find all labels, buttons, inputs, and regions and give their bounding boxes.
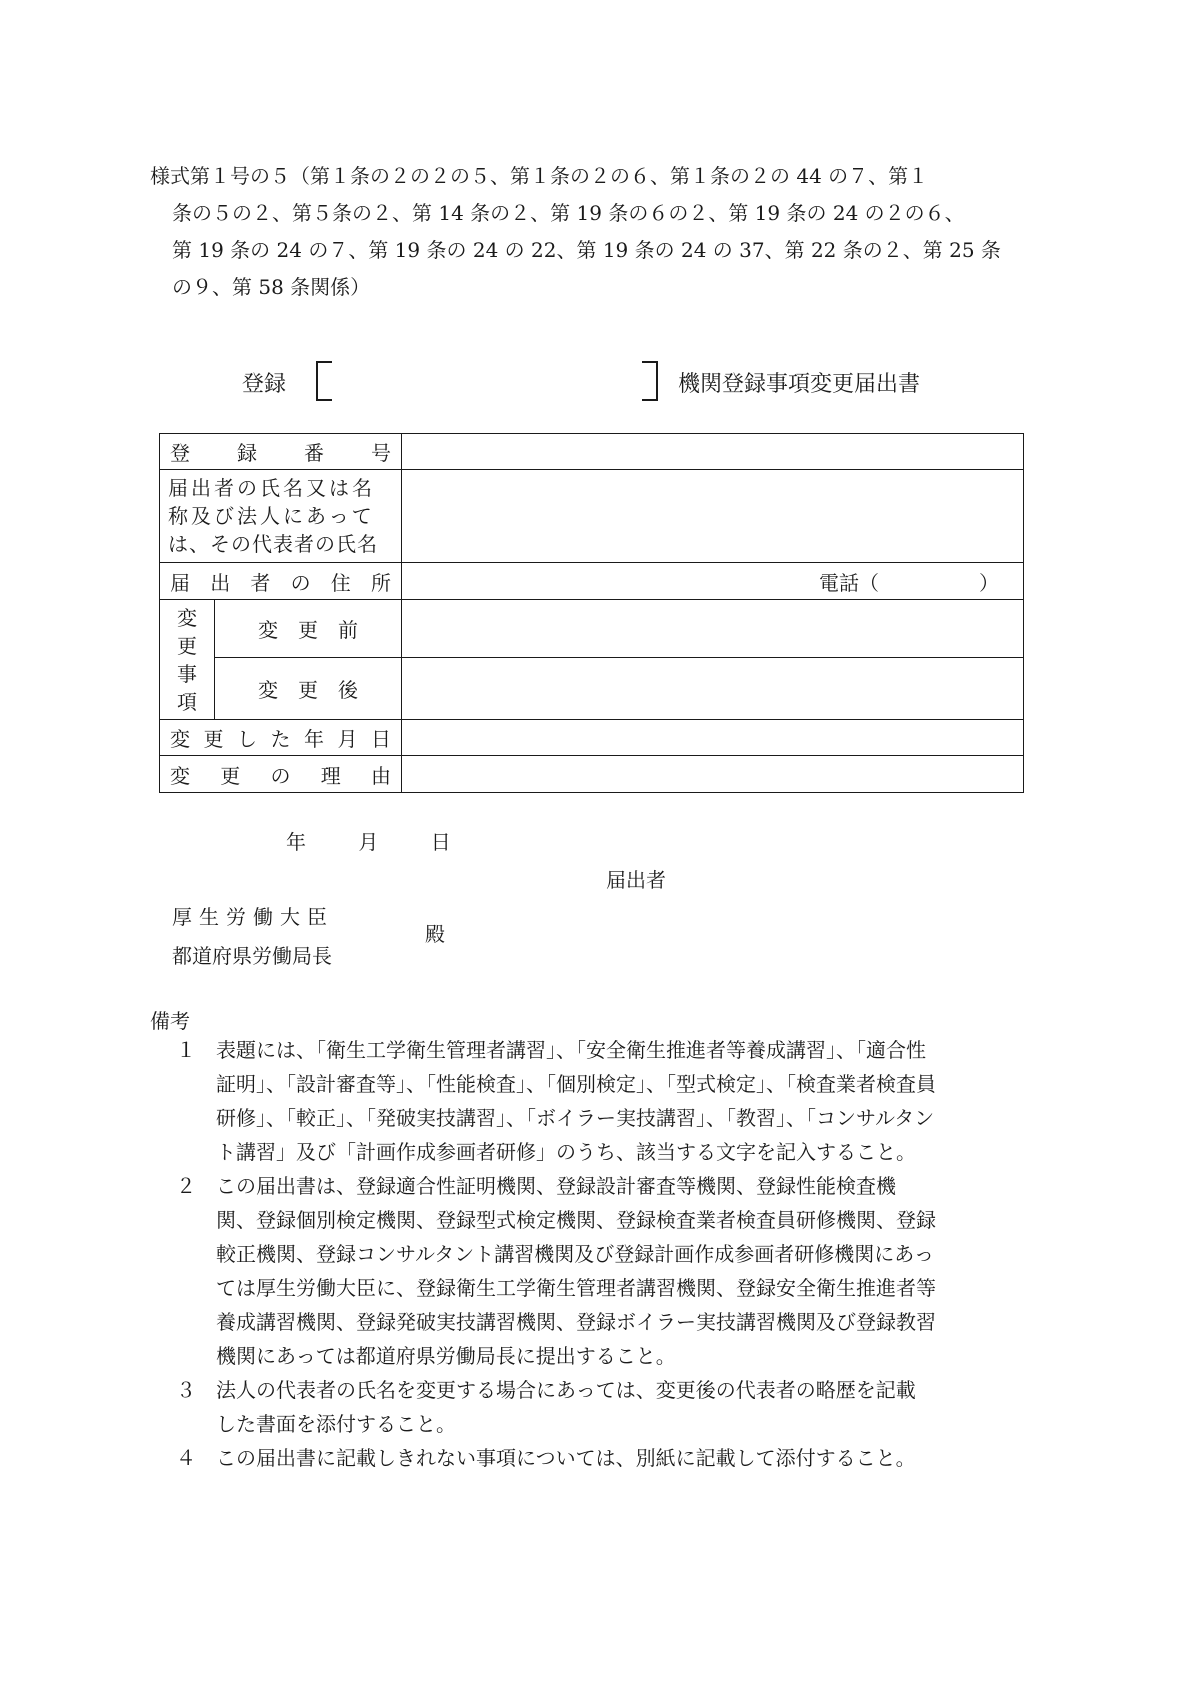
- label-char: 更: [298, 618, 318, 642]
- table-row: [160, 600, 1024, 658]
- label-char: 番: [304, 441, 324, 465]
- form-table: [159, 433, 1024, 793]
- label-char: 後: [338, 678, 358, 702]
- label-char: 変: [177, 605, 197, 630]
- recipient-honorific: 殿: [425, 922, 445, 946]
- label-char: 所: [370, 570, 391, 595]
- label-char: 更: [298, 678, 318, 702]
- note-item: [176, 1441, 1034, 1475]
- label-char: 届: [170, 570, 190, 595]
- note-line: 較正機関、登録コンサルタント講習機関及び登録計画作成参画者研修機関にあっ: [216, 1242, 934, 1266]
- change-reason-label: [160, 756, 402, 793]
- before-change-label: [215, 600, 402, 658]
- label-char: 理: [320, 763, 341, 788]
- label-line: は、その代表者の氏名: [168, 532, 378, 556]
- note-line: 機関にあっては都道府県労働局長に提出すること。: [216, 1344, 676, 1368]
- label-char: 変: [258, 618, 278, 642]
- table-row: [160, 756, 1024, 793]
- notes-list: [176, 1033, 1034, 1475]
- left-bracket: [316, 361, 332, 401]
- table-row: [160, 563, 1024, 600]
- label-char: 事: [177, 661, 197, 686]
- label-char: 号: [371, 441, 391, 465]
- recipient-minister: 厚生労働大臣: [172, 905, 334, 929]
- note-line: 表題には、「衛生工学衛生管理者講習」、「安全衛生推進者等養成講習」、「適合性: [216, 1038, 926, 1062]
- date-year: 年: [286, 830, 306, 854]
- note-line: した書面を添付すること。: [216, 1412, 456, 1436]
- header-line: 様式第１号の５（第１条の２の２の５、第１条の２の６、第１条の２の 44 の７、第１: [150, 164, 929, 188]
- header-line: 条の５の２、第５条の２、第 14 条の２、第 19 条の６の２、第 19 条の 24 の２の６、: [172, 201, 965, 225]
- after-change-field[interactable]: [402, 658, 1024, 720]
- label-char: 出: [210, 570, 231, 595]
- applicant-name-field[interactable]: [402, 470, 1024, 563]
- label-char: 変: [170, 727, 190, 751]
- table-row: [160, 434, 1024, 470]
- note-line: 関、登録個別検定機関、登録型式検定機関、登録検査業者検査員研修機関、登録: [216, 1208, 936, 1232]
- label-char: 変: [170, 763, 190, 788]
- note-line: 養成講習機関、登録発破実技講習機関、登録ボイラー実技講習機関及び登録教習: [216, 1310, 936, 1334]
- form-title: [150, 358, 1030, 402]
- label-char: 登: [170, 441, 190, 465]
- label-char: 更: [220, 763, 241, 788]
- change-reason-field[interactable]: [402, 756, 1024, 793]
- label-char: た: [270, 727, 291, 751]
- label-char: 変: [258, 678, 278, 702]
- header-line: 第 19 条の 24 の７、第 19 条の 24 の 22、第 19 条の 24 の 37、第 22 条の２、第 25 条: [172, 238, 1001, 262]
- note-line: 研修」、「較正」、「発破実技講習」、「ボイラー実技講習」、「教習」、「コンサルタン: [216, 1106, 935, 1130]
- after-change-label: [215, 658, 402, 720]
- header-line: の９、第 58 条関係）: [172, 275, 371, 299]
- note-item: [176, 1373, 1034, 1441]
- label-char: 月: [337, 727, 358, 751]
- phone-label: 電話（ ）: [819, 570, 999, 595]
- label-line: 届出者の氏名又は名: [168, 476, 375, 500]
- note-number: ３: [176, 1378, 196, 1402]
- recipient-bureau-chief: 都道府県労働局長: [172, 944, 332, 968]
- note-line: ト講習」及び「計画作成参画者研修」のうち、該当する文字を記入すること。: [216, 1140, 916, 1164]
- label-char: の: [290, 570, 311, 595]
- table-row: [160, 658, 1024, 720]
- note-line: ては厚生労働大臣に、登録衛生工学衛生管理者講習機関、登録安全衛生推進者等: [216, 1276, 936, 1300]
- table-row: [160, 470, 1024, 563]
- label-char: 日: [371, 727, 391, 751]
- change-items-label: [160, 600, 215, 720]
- note-number: １: [176, 1038, 196, 1062]
- date-month: 月: [358, 830, 379, 854]
- note-item: [176, 1033, 1034, 1169]
- label-char: 前: [338, 618, 358, 642]
- label-char: 録: [237, 441, 257, 465]
- reg-number-field[interactable]: [402, 434, 1024, 470]
- label-char: 由: [371, 763, 391, 788]
- label-char: 更: [203, 727, 224, 751]
- change-date-label: [160, 720, 402, 756]
- table-row: [160, 720, 1024, 756]
- applicant-name-label: [160, 470, 402, 563]
- label-char: 住: [330, 570, 351, 595]
- title-prefix: 登録: [242, 372, 287, 397]
- label-char: の: [270, 763, 291, 788]
- applicant-address-label: [160, 563, 402, 600]
- note-line: この届出書は、登録適合性証明機関、登録設計審査等機関、登録性能検査機: [216, 1174, 896, 1198]
- form-header-text: [150, 158, 1030, 306]
- label-char: し: [237, 727, 257, 751]
- reg-number-label: [160, 434, 402, 470]
- label-char: 者: [250, 570, 271, 595]
- applicant-address-field[interactable]: [402, 563, 1024, 600]
- label-char: 項: [177, 689, 197, 714]
- date-day: 日: [430, 830, 451, 854]
- note-line: 証明」、「設計審査等」、「性能検査」、「個別検定」、「型式検定」、「検査業者検査員: [216, 1072, 936, 1096]
- note-number: ２: [176, 1174, 196, 1198]
- note-number: ４: [176, 1446, 196, 1470]
- title-suffix: 機関登録事項変更届出書: [678, 372, 921, 397]
- note-line: この届出書に記載しきれない事項については、別紙に記載して添付すること。: [216, 1446, 916, 1470]
- applicant-label: 届出者: [606, 868, 666, 892]
- notes-heading: 備考: [150, 1009, 190, 1033]
- label-line: 称及び法人にあって: [168, 504, 375, 528]
- label-char: 更: [177, 633, 197, 658]
- submission-date: [286, 826, 497, 855]
- right-bracket: [642, 361, 658, 401]
- note-item: [176, 1169, 1034, 1373]
- label-char: 年: [304, 727, 324, 751]
- note-line: 法人の代表者の氏名を変更する場合にあっては、変更後の代表者の略歴を記載: [216, 1378, 916, 1402]
- change-date-field[interactable]: [402, 720, 1024, 756]
- before-change-field[interactable]: [402, 600, 1024, 658]
